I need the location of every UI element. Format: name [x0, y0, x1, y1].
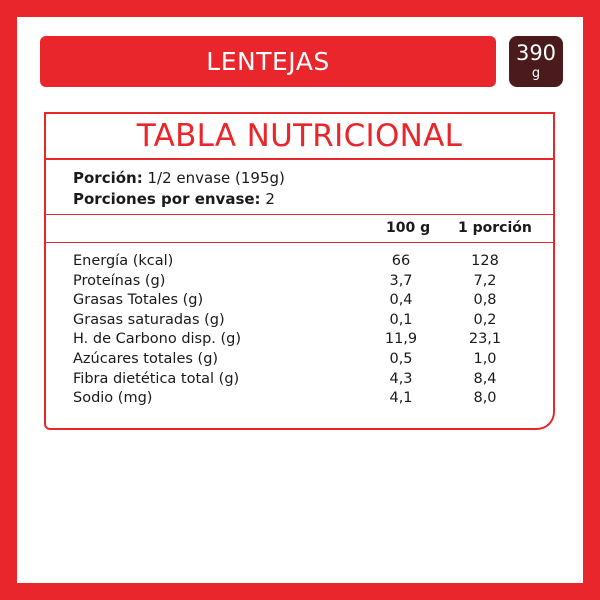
nutrient-value-100g: 0,5: [389, 350, 413, 367]
nutrition-table-heading: [46, 112, 553, 160]
nutrient-label: H. de Carbono disp. (g): [73, 331, 242, 348]
portion-value: 1/2 envase (195g): [147, 169, 285, 187]
nutrient-value-100g: 4,3: [389, 370, 413, 387]
nutrient-row: [73, 370, 543, 390]
nutrient-value-portion: 0,2: [473, 311, 497, 328]
nutrient-label: Grasas saturadas (g): [73, 311, 225, 328]
column-header-100g: 100 g: [386, 220, 431, 236]
nutrient-value-100g: 0,4: [389, 292, 413, 309]
nutrient-row: [73, 389, 543, 409]
nutrient-label: Proteínas (g): [73, 272, 166, 289]
portion-label: Porción:: [73, 169, 143, 187]
nutrient-row: [73, 311, 543, 331]
servings-value: 2: [265, 190, 275, 208]
nutrient-row: [73, 252, 543, 272]
nutrient-value-portion: 7,2: [473, 272, 497, 289]
servings-label: Porciones por envase:: [73, 190, 261, 208]
nutrition-table-title: TABLA NUTRICIONAL: [136, 118, 463, 154]
nutrient-label: Energía (kcal): [73, 253, 174, 269]
portion-line: [73, 168, 285, 189]
nutrient-value-portion: 128: [471, 253, 499, 269]
nutrition-table: [44, 112, 555, 430]
nutrient-label: Grasas Totales (g): [73, 292, 204, 309]
nutrient-value-100g: 66: [391, 253, 411, 269]
nutrient-row: [73, 272, 543, 292]
product-title-banner: [40, 36, 496, 87]
net-weight-unit: g: [531, 66, 541, 81]
column-header-portion: 1 porción: [458, 220, 532, 236]
net-weight-badge: [509, 36, 563, 87]
nutrient-row: [73, 350, 543, 370]
nutrient-row: [73, 330, 543, 350]
product-name: LENTEJAS: [206, 47, 330, 76]
portion-info: [73, 168, 285, 210]
nutrient-row: [73, 291, 543, 311]
divider: [46, 214, 553, 215]
nutrient-value-100g: 11,9: [384, 331, 418, 348]
nutrient-label: Sodio (mg): [73, 390, 153, 407]
nutrient-value-portion: 8,4: [473, 370, 497, 387]
nutrient-rows: [73, 252, 543, 409]
nutrient-value-100g: 0,1: [389, 311, 413, 328]
net-weight-value: 390: [515, 41, 557, 65]
nutrient-value-portion: 23,1: [468, 331, 502, 348]
nutrient-value-100g: 4,1: [389, 390, 413, 407]
servings-line: [73, 189, 285, 210]
nutrient-value-portion: 1,0: [473, 350, 497, 367]
nutrient-value-100g: 3,7: [389, 272, 413, 289]
nutrient-label: Azúcares totales (g): [73, 350, 219, 367]
nutrient-value-portion: 0,8: [473, 292, 497, 309]
nutrient-value-portion: 8,0: [473, 390, 497, 407]
divider: [46, 242, 553, 243]
nutrient-label: Fibra dietética total (g): [73, 370, 240, 387]
